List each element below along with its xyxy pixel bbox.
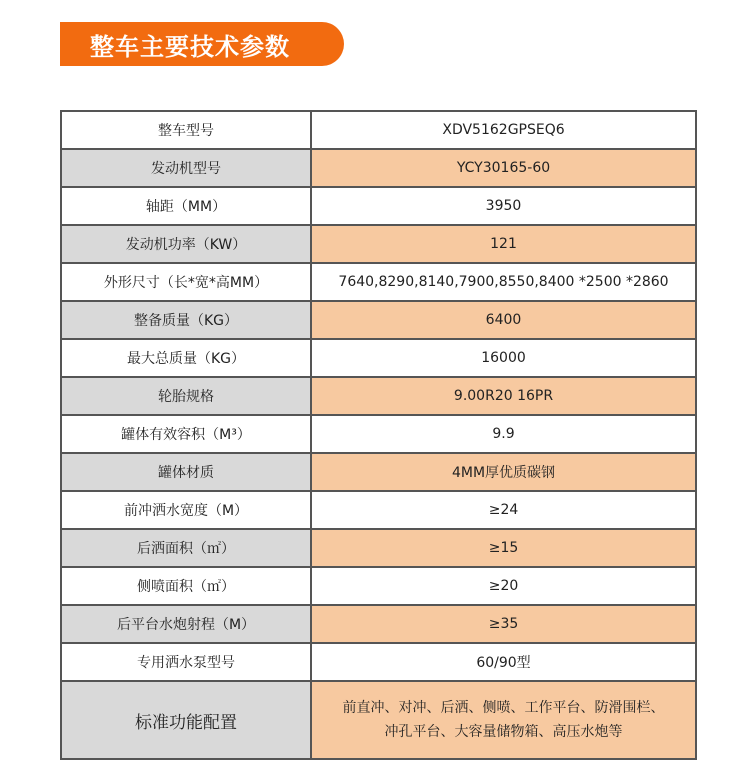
param-label: 罐体有效容积（M³） <box>61 415 311 453</box>
table-row <box>61 605 696 643</box>
table-row <box>61 187 696 225</box>
param-value: XDV5162GPSEQ6 <box>311 111 696 149</box>
param-value: 60/90型 <box>311 643 696 681</box>
param-label: 最大总质量（KG） <box>61 339 311 377</box>
param-value: 6400 <box>311 301 696 339</box>
section-title: 整车主要技术参数 <box>90 32 290 61</box>
table-row <box>61 263 696 301</box>
table-row <box>61 453 696 491</box>
param-value: YCY30165-60 <box>311 149 696 187</box>
spec-table <box>60 110 697 760</box>
param-value: 121 <box>311 225 696 263</box>
param-value: 9.00R20 16PR <box>311 377 696 415</box>
param-label: 外形尺寸（长*宽*高MM） <box>61 263 311 301</box>
param-value: ≥15 <box>311 529 696 567</box>
table-row <box>61 301 696 339</box>
param-value: 7640,8290,8140,7900,8550,8400 *2500 *2860 <box>311 263 696 301</box>
param-label: 发动机型号 <box>61 149 311 187</box>
param-value: 3950 <box>311 187 696 225</box>
table-row <box>61 567 696 605</box>
param-label: 后平台水炮射程（M） <box>61 605 311 643</box>
param-label: 轮胎规格 <box>61 377 311 415</box>
param-label: 轴距（MM） <box>61 187 311 225</box>
table-row <box>61 529 696 567</box>
param-label: 整备质量（KG） <box>61 301 311 339</box>
param-label: 后洒面积（㎡） <box>61 529 311 567</box>
param-label: 标准功能配置 <box>61 681 311 759</box>
param-value <box>311 681 696 759</box>
table-row <box>61 491 696 529</box>
value-line: 前直冲、对冲、后洒、侧喷、工作平台、防滑围栏、 <box>342 700 665 716</box>
table-row <box>61 225 696 263</box>
param-label: 侧喷面积（㎡） <box>61 567 311 605</box>
param-value: ≥20 <box>311 567 696 605</box>
value-line: 冲孔平台、大容量储物箱、高压水炮等 <box>384 724 623 740</box>
table-row <box>61 681 696 759</box>
param-label: 发动机功率（KW） <box>61 225 311 263</box>
table-row <box>61 149 696 187</box>
param-value: ≥24 <box>311 491 696 529</box>
table-row <box>61 415 696 453</box>
section-title-banner <box>60 22 344 66</box>
param-value: 9.9 <box>311 415 696 453</box>
table-row <box>61 643 696 681</box>
param-label: 整车型号 <box>61 111 311 149</box>
table-row <box>61 377 696 415</box>
param-label: 前冲洒水宽度（M） <box>61 491 311 529</box>
param-value: 16000 <box>311 339 696 377</box>
param-value: 4MM厚优质碳钢 <box>311 453 696 491</box>
table-row <box>61 111 696 149</box>
table-row <box>61 339 696 377</box>
param-label: 罐体材质 <box>61 453 311 491</box>
param-label: 专用洒水泵型号 <box>61 643 311 681</box>
param-value: ≥35 <box>311 605 696 643</box>
